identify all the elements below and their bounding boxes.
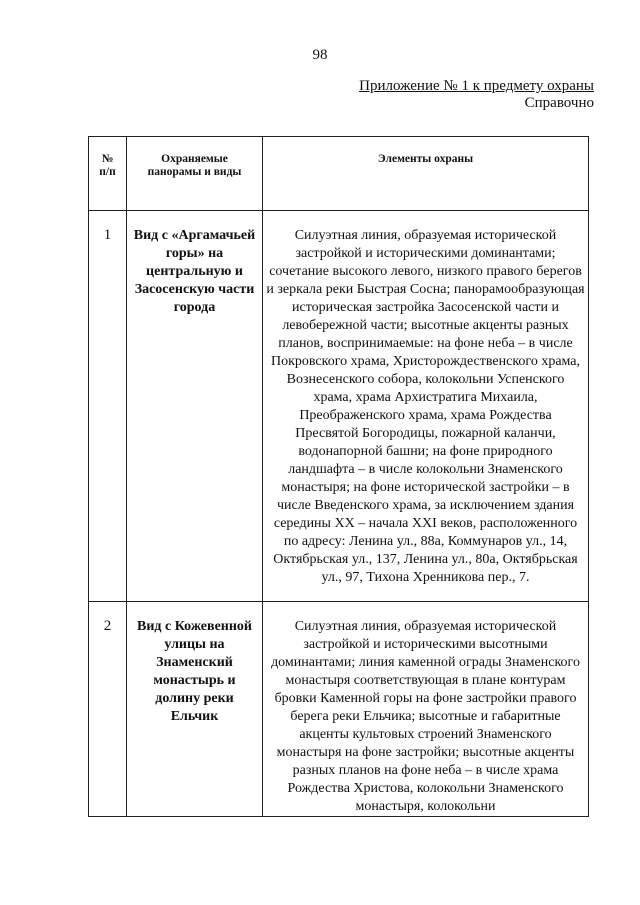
row-elements: Силуэтная линия, образуемая исторической застройкой и историческими доминантами; сочетание высокого левого, низкого правого берегов и зеркала реки Быстрая Сосна; панорамообразующая историческая застройка Засосенской части и левобережной части; высотные акценты разных планов, воспринимаемые: на фоне неба – в числе Покровского храма, Христорождественского храма, Вознесенского собора, колокольни Успенского храма, храма Архистратига Михаила, Преображенского храма, храма Рождества Пресвятой Богородицы, пожарной каланчи, водонапорной башни; на фоне природного ландшафта – в числе колокольни Знаменского монастыря; на фоне исторической застройки – в числе Введенского храма, за исключением здания середины XX – начала XXI веков, расположенного по адресу: Ленина ул., 88а, Коммунаров ул., 14, Октябрьская ул., 137, Ленина ул., 80а, Октябрьская ул., 97, Тихона Хренникова пер., 7. — [263, 211, 589, 602]
reference-label: Справочно — [524, 95, 594, 111]
table-row — [89, 211, 589, 602]
header-number — [89, 137, 127, 211]
appendix-title: Приложение № 1 к предмету охраны — [359, 78, 594, 94]
header-views-text: Охраняемые панорамы и виды — [147, 153, 242, 178]
table-header-row — [89, 137, 589, 211]
row-number: 2 — [89, 602, 127, 817]
row-view: Вид с «Аргамачьей горы» на центральную и Засосенскую части города — [127, 211, 263, 602]
header-number-text: № п/п — [99, 153, 116, 178]
header-elements: Элементы охраны — [263, 137, 589, 211]
protection-table — [88, 136, 589, 817]
header-views — [127, 137, 263, 211]
row-view: Вид с Кожевенной улицы на Знаменский монастырь и долину реки Ельчик — [127, 602, 263, 817]
row-number: 1 — [89, 211, 127, 602]
table-row — [89, 602, 589, 817]
row-elements: Силуэтная линия, образуемая исторической застройкой и историческими высотными доминантами; линия каменной ограды Знаменского монастыря соответствующая в плане контурам бровки Каменной горы на фоне застройки правого берега реки Ельчика; высотные и габаритные акценты культовых строений Знаменского монастыря на фоне застройки; высотные акценты разных планов на фоне неба – в числе храма Рождества Христова, колокольни Знаменского монастыря, колокольни — [263, 602, 589, 817]
page-number: 98 — [312, 47, 328, 63]
